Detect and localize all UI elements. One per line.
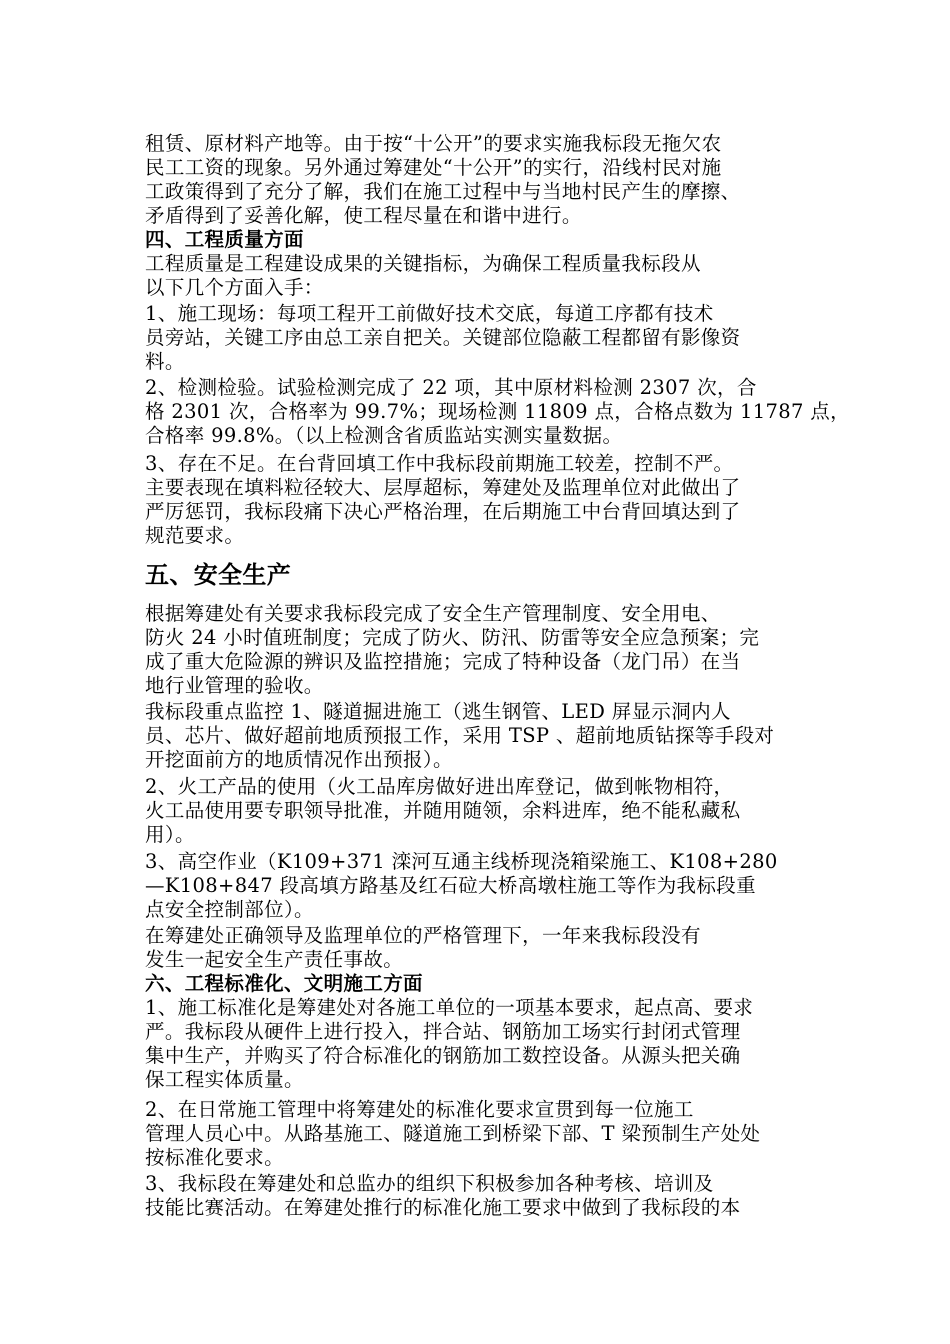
text-line: 发生一起安全生产责任事故。 <box>145 948 404 971</box>
text-line: 地行业管理的验收。 <box>145 674 324 697</box>
text-line: 合格率 99.8%。（以上检测含省质监站实测实量数据。 <box>145 424 623 447</box>
section-heading: 四、工程质量方面 <box>145 228 304 251</box>
text-line: 1、施工标准化是筹建处对各施工单位的一项基本要求，起点高、要求 <box>145 996 754 1019</box>
text-line: 严厉惩罚，我标段痛下决心严格治理，在后期施工中台背回填达到了 <box>145 500 741 523</box>
text-line: 员、芯片、做好超前地质预报工作，采用 TSP 、超前地质钻探等手段对 <box>145 724 775 747</box>
text-line: 料。 <box>145 350 185 373</box>
text-line: 规范要求。 <box>145 524 245 547</box>
text-line: 工程质量是工程建设成果的关键指标，为确保工程质量我标段从 <box>145 252 701 275</box>
text-line: 矛盾得到了妥善化解，使工程尽量在和谐中进行。 <box>145 204 582 227</box>
text-line: 租赁、原材料产地等。由于按“十公开”的要求实施我标段无拖欠农 <box>145 132 722 155</box>
text-line: 2、在日常施工管理中将筹建处的标准化要求宣贯到每一位施工 <box>145 1098 694 1121</box>
text-line: 3、高空作业（K109+371 滦河互通主线桥现浇箱梁施工、K108+280 <box>145 850 778 873</box>
text-line: 员旁站，关键工序由总工亲自把关。关键部位隐蔽工程都留有影像资 <box>145 326 741 349</box>
text-line: 民工工资的现象。另外通过筹建处“十公开”的实行，沿线村民对施 <box>145 156 722 179</box>
text-line: 我标段重点监控 1、隧道掘进施工（逃生钢管、LED 屏显示洞内人 <box>145 700 731 723</box>
text-line: 按标准化要求。 <box>145 1146 284 1169</box>
text-line: 成了重大危险源的辨识及监控措施；完成了特种设备（龙门吊）在当 <box>145 650 741 673</box>
text-line: 2、检测检验。试验检测完成了 22 项，其中原材料检测 2307 次，合 <box>145 376 757 399</box>
text-line: 2、火工产品的使用（火工品库房做好进出库登记，做到帐物相符， <box>145 775 734 798</box>
text-line: 根据筹建处有关要求我标段完成了安全生产管理制度、安全用电、 <box>145 602 721 625</box>
text-line: 防火 24 小时值班制度；完成了防火、防汛、防雷等安全应急预案；完 <box>145 626 760 649</box>
text-line: 在筹建处正确领导及监理单位的严格管理下，一年来我标段没有 <box>145 924 701 947</box>
text-line: 1、施工现场：每项工程开工前做好技术交底，每道工序都有技术 <box>145 302 714 325</box>
text-line: 管理人员心中。从路基施工、隧道施工到桥梁下部、T 梁预制生产处处 <box>145 1122 761 1145</box>
text-line: 用）。 <box>145 823 195 846</box>
text-line: 主要表现在填料粒径较大、层厚超标，筹建处及监理单位对此做出了 <box>145 476 741 499</box>
text-line: 点安全控制部位）。 <box>145 898 314 921</box>
text-line: 严。我标段从硬件上进行投入，拌合站、钢筋加工场实行封闭式管理 <box>145 1020 741 1043</box>
text-line: 工政策得到了充分了解，我们在施工过程中与当地村民产生的摩擦、 <box>145 180 741 203</box>
text-line: 格 2301 次，合格率为 99.7%；现场检测 11809 点，合格点数为 11787 点， <box>145 400 850 423</box>
text-line: 开挖面前方的地质情况作出预报）。 <box>145 748 453 771</box>
text-line: 以下几个方面入手： <box>145 276 324 299</box>
text-line: 3、我标段在筹建处和总监办的组织下积极参加各种考核、培训及 <box>145 1172 714 1195</box>
text-line: 集中生产，并购买了符合标准化的钢筋加工数控设备。从源头把关确 <box>145 1044 741 1067</box>
section-heading: 六、工程标准化、文明施工方面 <box>145 972 423 995</box>
section-heading: 五、安全生产 <box>145 561 292 589</box>
text-line: 技能比赛活动。在筹建处推行的标准化施工要求中做到了我标段的本 <box>145 1196 741 1219</box>
text-line: 保工程实体质量。 <box>145 1068 304 1091</box>
text-line: 火工品使用要专职领导批准，并随用随领，余料进库，绝不能私藏私 <box>145 799 741 822</box>
text-line: —K108+847 段高填方路基及红石砬大桥高墩柱施工等作为我标段重 <box>145 874 756 897</box>
text-line: 3、存在不足。在台背回填工作中我标段前期施工较差，控制不严。 <box>145 452 734 475</box>
